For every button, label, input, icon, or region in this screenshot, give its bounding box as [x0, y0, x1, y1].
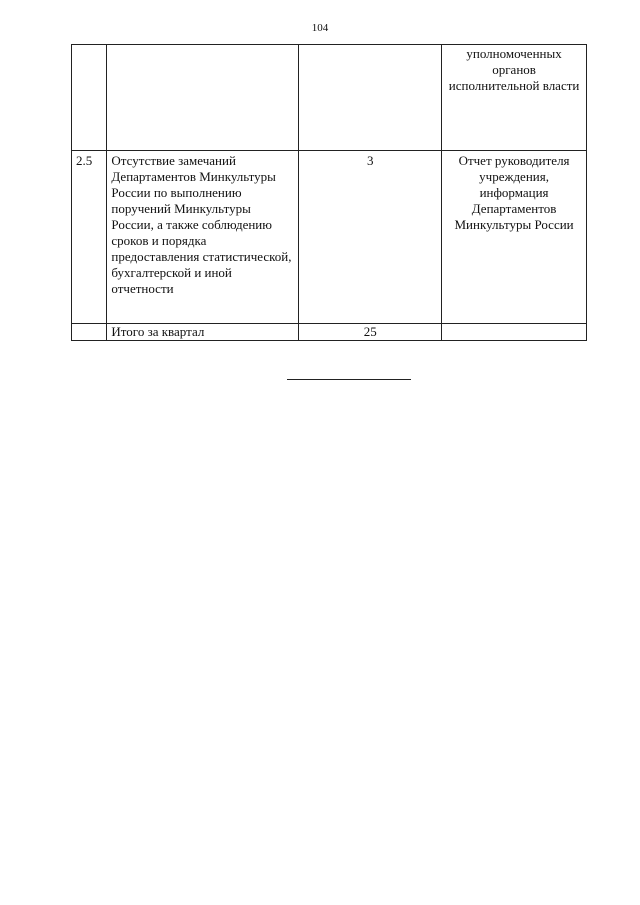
row-number-cell: [72, 324, 107, 341]
table-row: [72, 45, 587, 151]
source-cell: Отчет руководителя учреждения, информация Департаментов Минкультуры России: [442, 151, 587, 324]
indicator-cell: [107, 45, 299, 151]
source-cell: [442, 324, 587, 341]
total-score-cell: 25: [299, 324, 442, 341]
criteria-table: [71, 44, 587, 341]
score-cell: 3: [299, 151, 442, 324]
row-number-cell: [72, 45, 107, 151]
score-cell: [299, 45, 442, 151]
table-row: [72, 151, 587, 324]
separator-line: [287, 379, 411, 380]
source-cell: уполномоченных органов исполнительной власти: [442, 45, 587, 151]
table-row-total: [72, 324, 587, 341]
total-label-cell: Итого за квартал: [107, 324, 299, 341]
page-number: 104: [311, 22, 329, 34]
row-number-cell: 2.5: [72, 151, 107, 324]
indicator-cell: Отсутствие замечаний Департаментов Минкультуры России по выполнению поручений Минкультуры России, а также соблюдению сроков и порядка предоставления статистической, бухгалтерской и иной отчетности: [107, 151, 299, 324]
